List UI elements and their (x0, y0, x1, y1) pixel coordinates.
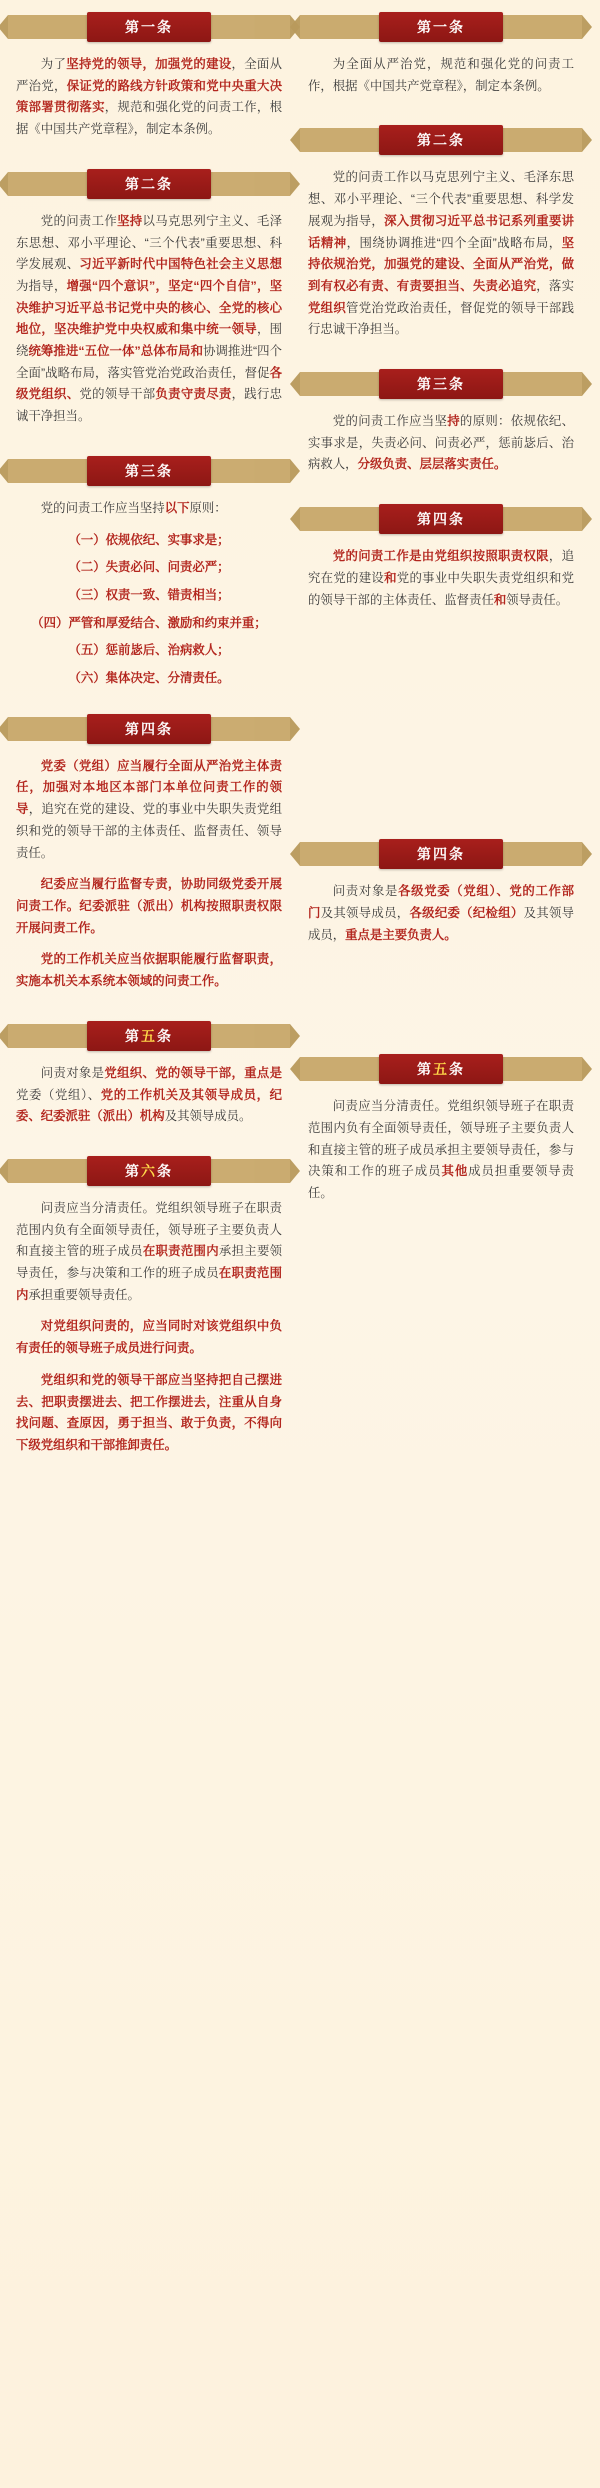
banner-label: 第二条 (379, 125, 503, 155)
right-column-old-regulation (300, 10, 582, 1231)
article-body-left-6 (8, 1198, 290, 1483)
paragraph: 问责对象是党组织、党的领导干部，重点是党委（党组）、党的工作机关及其领导成员，纪委、纪委派驻（派出）机构及其领导成员。 (16, 1065, 283, 1124)
banner-left-article-4 (8, 712, 290, 746)
article-body-right-2 (300, 167, 582, 367)
article-body-left-3 (8, 498, 290, 712)
paragraph: 对党组织问责的，应当同时对该党组织中负有责任的领导班子成员进行问责。 (16, 1319, 282, 1356)
banner-label: 第五条 (87, 1021, 211, 1051)
two-column-layout (8, 10, 592, 1483)
article-body-right-4 (300, 546, 582, 637)
paragraph: 为了坚持党的领导，加强党的建设，全面从严治党，保证党的路线方针政策和党中央重大决策部署贯彻落实，规范和强化党的问责工作，根据《中国共产党章程》，制定本条例。 (16, 57, 283, 137)
paragraph: 为全面从严治党，规范和强化党的问责工作，根据《中国共产党章程》，制定本条例。 (308, 57, 574, 93)
article-body-right-1 (300, 54, 582, 123)
paragraph: 党的问责工作以马克思列宁主义、毛泽东思想、邓小平理论、“三个代表”重要思想、科学发展观为指导，深入贯彻习近平总书记系列重要讲话精神，围绕协调推进“四个全面”战略布局，坚持依规治党，加强党的建设、全面从严治党，做到有权必有责、有责要担当、失责必追究，落实党组织管党治党政治责任，督促党的领导干部践行忠诚干净担当。 (308, 170, 575, 337)
article-body-right-4b (300, 881, 582, 972)
paragraph: 问责对象是各级党委（党组）、党的工作部门及其领导成员，各级纪委（纪检组）及其领导成员，重点是主要负责人。 (308, 884, 575, 942)
banner-label: 第四条 (87, 714, 211, 744)
banner-right-article-4 (300, 502, 582, 536)
paragraph: 纪委应当履行监督专责，协助同级党委开展问责工作。纪委派驻（派出）机构按照职责权限开展问责工作。 (16, 877, 282, 935)
banner-label: 第五条 (379, 1054, 503, 1084)
paragraph: 党的问责工作坚持以马克思列宁主义、毛泽东思想、邓小平理论、“三个代表”重要思想、科学发展观、习近平新时代中国特色社会主义思想为指导，增强“四个意识”，坚定“四个自信”，坚决维护习近平总书记党中央的核心、全党的核心地位，坚决维护党中央权威和集中统一领导，围绕统筹推进“五位一体”总体布局和协调推进“四个全面”战略布局，落实管党治党政治责任，督促各级党组织、党的领导干部负责守责尽责，践行忠诚干净担当。 (16, 213, 283, 424)
list-item: （三）权责一致、错责相当； (68, 587, 230, 602)
banner-label: 第四条 (379, 839, 503, 869)
paragraph: 党的问责工作应当坚持以下原则： (40, 500, 227, 515)
article-body-right-5 (300, 1096, 582, 1231)
banner-left-article-3 (8, 454, 290, 488)
article-body-left-5 (8, 1063, 290, 1154)
banner-label: 第六条 (87, 1156, 211, 1186)
list-item: （一）依规依纪、实事求是； (68, 532, 230, 547)
list-item: （六）集体决定、分清责任。 (68, 671, 230, 686)
banner-label: 第三条 (87, 456, 211, 486)
banner-left-article-2 (8, 167, 290, 201)
banner-right-article-5 (300, 1052, 582, 1086)
article-body-left-4 (8, 756, 290, 1019)
list-item: （五）惩前毖后、治病救人； (68, 643, 230, 658)
banner-label: 第三条 (379, 369, 503, 399)
article-body-right-3 (300, 411, 582, 502)
banner-label: 第四条 (379, 504, 503, 534)
paragraph: 党组织和党的领导干部应当坚持把自己摆进去、把职责摆进去、把工作摆进去，注重从自身找问题、查原因，勇于担当、敢于负责，不得向下级党组织和干部推卸责任。 (16, 1372, 282, 1452)
paragraph: 党的工作机关应当依据职能履行监督职责，实施本机关本系统本领域的问责工作。 (16, 952, 282, 989)
list-item: （二）失责必问、问责必严； (68, 560, 230, 575)
article-body-left-2 (8, 211, 290, 454)
article-body-left-1 (8, 54, 290, 167)
banner-right-article-1 (300, 10, 582, 44)
banner-left-article-5 (8, 1019, 290, 1053)
paragraph: 问责应当分清责任。党组织领导班子在职责范围内负有全面领导责任，领导班子主要负责人和直接主管的班子成员承担主要领导责任，参与决策和工作的班子成员其他成员担重要领导责任。 (308, 1099, 575, 1201)
banner-right-article-2 (300, 123, 582, 157)
paragraph: 党的问责工作是由党组织按照职责权限，追究在党的建设和党的事业中失职失责党组织和党的领导干部的主体责任、监督责任和领导责任。 (308, 549, 575, 607)
paragraph: 党委（党组）应当履行全面从严治党主体责任，加强对本地区本部门本单位问责工作的领导，追究在党的建设、党的事业中失职失责党组织和党的领导干部的主体责任、监督责任、领导责任。 (16, 758, 283, 860)
list-item: （四）严管和厚爱结合、激励和约束并重； (31, 615, 267, 630)
banner-left-article-1 (8, 10, 290, 44)
paragraph: 党的问责工作应当坚持的原则：依规依纪、实事求是，失责必问、问责必严，惩前毖后、治病救人，分级负责、层层落实责任。 (308, 414, 575, 472)
banner-label: 第二条 (87, 169, 211, 199)
paragraph: 问责应当分清责任。党组织领导班子在职责范围内负有全面领导责任，领导班子主要负责人和直接主管的班子成员在职责范围内承担主要领导责任，参与决策和工作的班子成员在职责范围内承担重要领导责任。 (16, 1200, 283, 1302)
banner-label: 第一条 (379, 12, 503, 42)
banner-left-article-6 (8, 1154, 290, 1188)
banner-label: 第一条 (87, 12, 211, 42)
left-column-new-regulation (8, 10, 290, 1483)
banner-right-article-4b (300, 837, 582, 871)
banner-right-article-3 (300, 367, 582, 401)
